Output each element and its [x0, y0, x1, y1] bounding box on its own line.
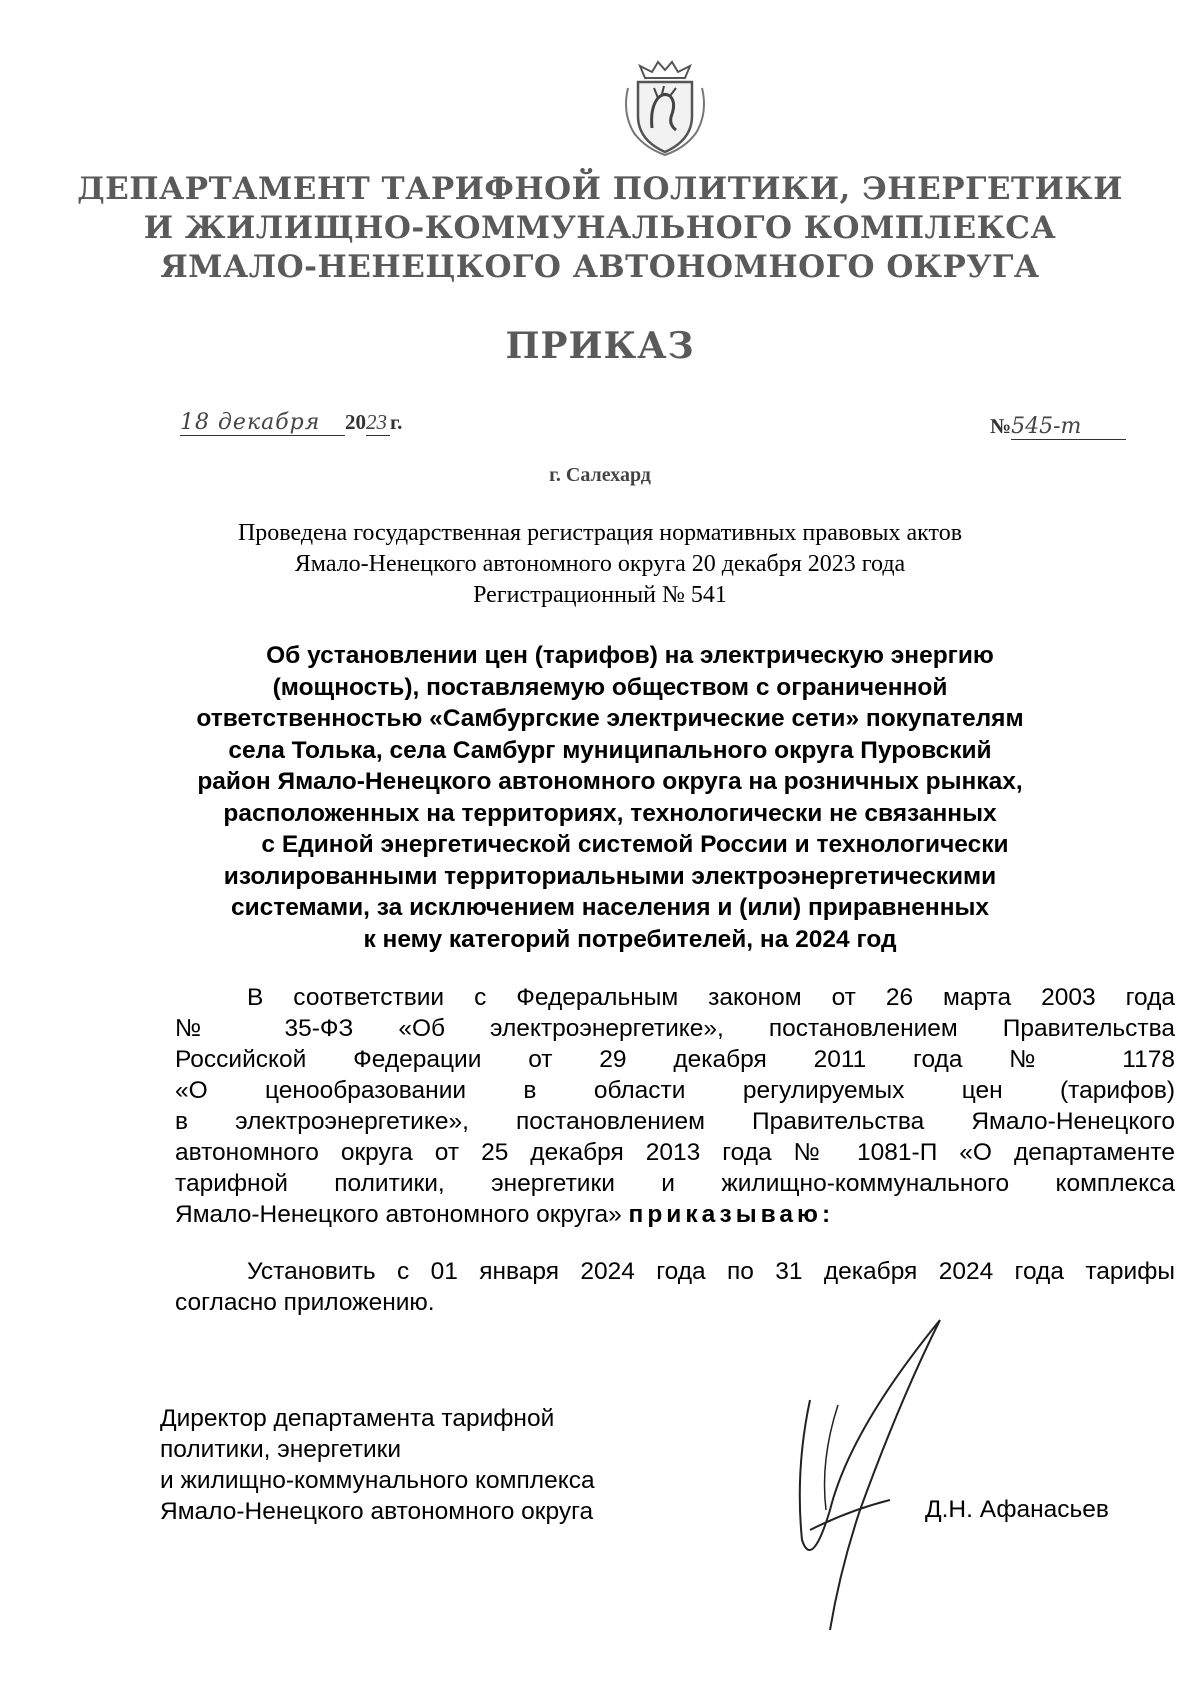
title-line: села Толька, села Самбург муниципального округа Пуровский — [228, 736, 992, 764]
order-title — [140, 640, 1080, 955]
body-line: № 35-ФЗ «Об электроэнергетике», постановлением Правительства — [175, 1015, 1175, 1042]
year-suffix: г. — [390, 410, 403, 434]
body-line: «О ценообразовании в области регулируемых цен (тарифов) — [175, 1077, 1175, 1104]
order-number — [990, 414, 1126, 440]
position-line: политики, энергетики — [160, 1436, 402, 1463]
body-line: тарифной политики, энергетики и жилищно-коммунального комплекса — [175, 1170, 1175, 1197]
department-line: ЯМАЛО-НЕНЕЦКОГО АВТОНОМНОГО ОКРУГА — [160, 249, 1040, 285]
body-line: в электроэнергетике», постановлением Правительства Ямало-Ненецкого — [175, 1108, 1175, 1135]
signatory-name: Д.Н. Афанасьев — [925, 1496, 1109, 1523]
handwritten-number: 545-т — [1011, 414, 1126, 440]
title-line: расположенных на территориях, технологически не связанных — [223, 799, 997, 827]
position-line: Директор департамента тарифной — [160, 1405, 555, 1432]
body-line: В соответствии с Федеральным законом от 26 марта 2003 года — [247, 984, 1175, 1011]
number-label: № — [990, 414, 1012, 438]
department-line: ДЕПАРТАМЕНТ ТАРИФНОЙ ПОЛИТИКИ, ЭНЕРГЕТИКИ — [77, 171, 1123, 207]
department-header — [0, 170, 1200, 287]
city: г. Салехард — [549, 464, 651, 486]
body-paragraph-1 — [175, 982, 1175, 1230]
handwritten-year: 23 — [366, 410, 390, 436]
body-line: согласно приложению. — [175, 1289, 435, 1316]
body-line-text: Ямало-Ненецкого автономного округа» — [175, 1201, 622, 1228]
body-line — [175, 1199, 1175, 1230]
signatory-position — [160, 1403, 595, 1527]
title-line: (мощность), поставляемую обществом с ограниченной — [272, 673, 948, 701]
body-line: автономного округа от 25 декабря 2013 года № 1081-П «О департаменте — [175, 1139, 1175, 1166]
doc-type-title: ПРИКАЗ — [505, 325, 695, 367]
department-line: И ЖИЛИЩНО-КОММУНАЛЬНОГО КОМПЛЕКСА — [143, 210, 1057, 246]
body-line: Российской Федерации от 29 декабря 2011 года № 1178 — [175, 1046, 1175, 1073]
title-line: к нему категорий потребителей, на 2024 год — [363, 925, 897, 953]
title-line: ответственностью «Самбургские электрические сети» покупателям — [196, 705, 1024, 732]
position-line: Ямало-Ненецкого автономного округа — [160, 1498, 594, 1525]
handwritten-date: 18 декабря — [180, 410, 345, 436]
title-line: район Ямало-Ненецкого автономного округа на розничных рынках, — [197, 768, 1023, 795]
order-date — [180, 410, 402, 436]
title-line: изолированными территориальными электроэнергетическими — [223, 862, 997, 890]
order-word: приказываю: — [628, 1201, 835, 1228]
coat-of-arms-icon — [620, 58, 710, 158]
position-line: и жилищно-коммунального комплекса — [160, 1467, 595, 1494]
body-line: Установить с 01 января 2024 года по 31 декабря 2024 года тарифы — [247, 1258, 1175, 1285]
year-prefix: 20 — [345, 410, 366, 434]
handwritten-signature — [790, 1310, 980, 1640]
registration-line: Ямало-Ненецкого автономного округа 20 декабря 2023 года — [294, 551, 906, 577]
body-paragraph-2 — [175, 1256, 1175, 1318]
registration-note — [0, 518, 1200, 611]
registration-line: Проведена государственная регистрация нормативных правовых актов — [237, 520, 963, 546]
title-line: системами, за исключением населения и (или) приравненных — [230, 894, 990, 921]
registration-line: Регистрационный № 541 — [473, 582, 727, 608]
title-line: Об установлении цен (тарифов) на электрическую энергию — [266, 642, 994, 669]
title-line: с Единой энергетической системой России и технологически — [261, 831, 1009, 858]
